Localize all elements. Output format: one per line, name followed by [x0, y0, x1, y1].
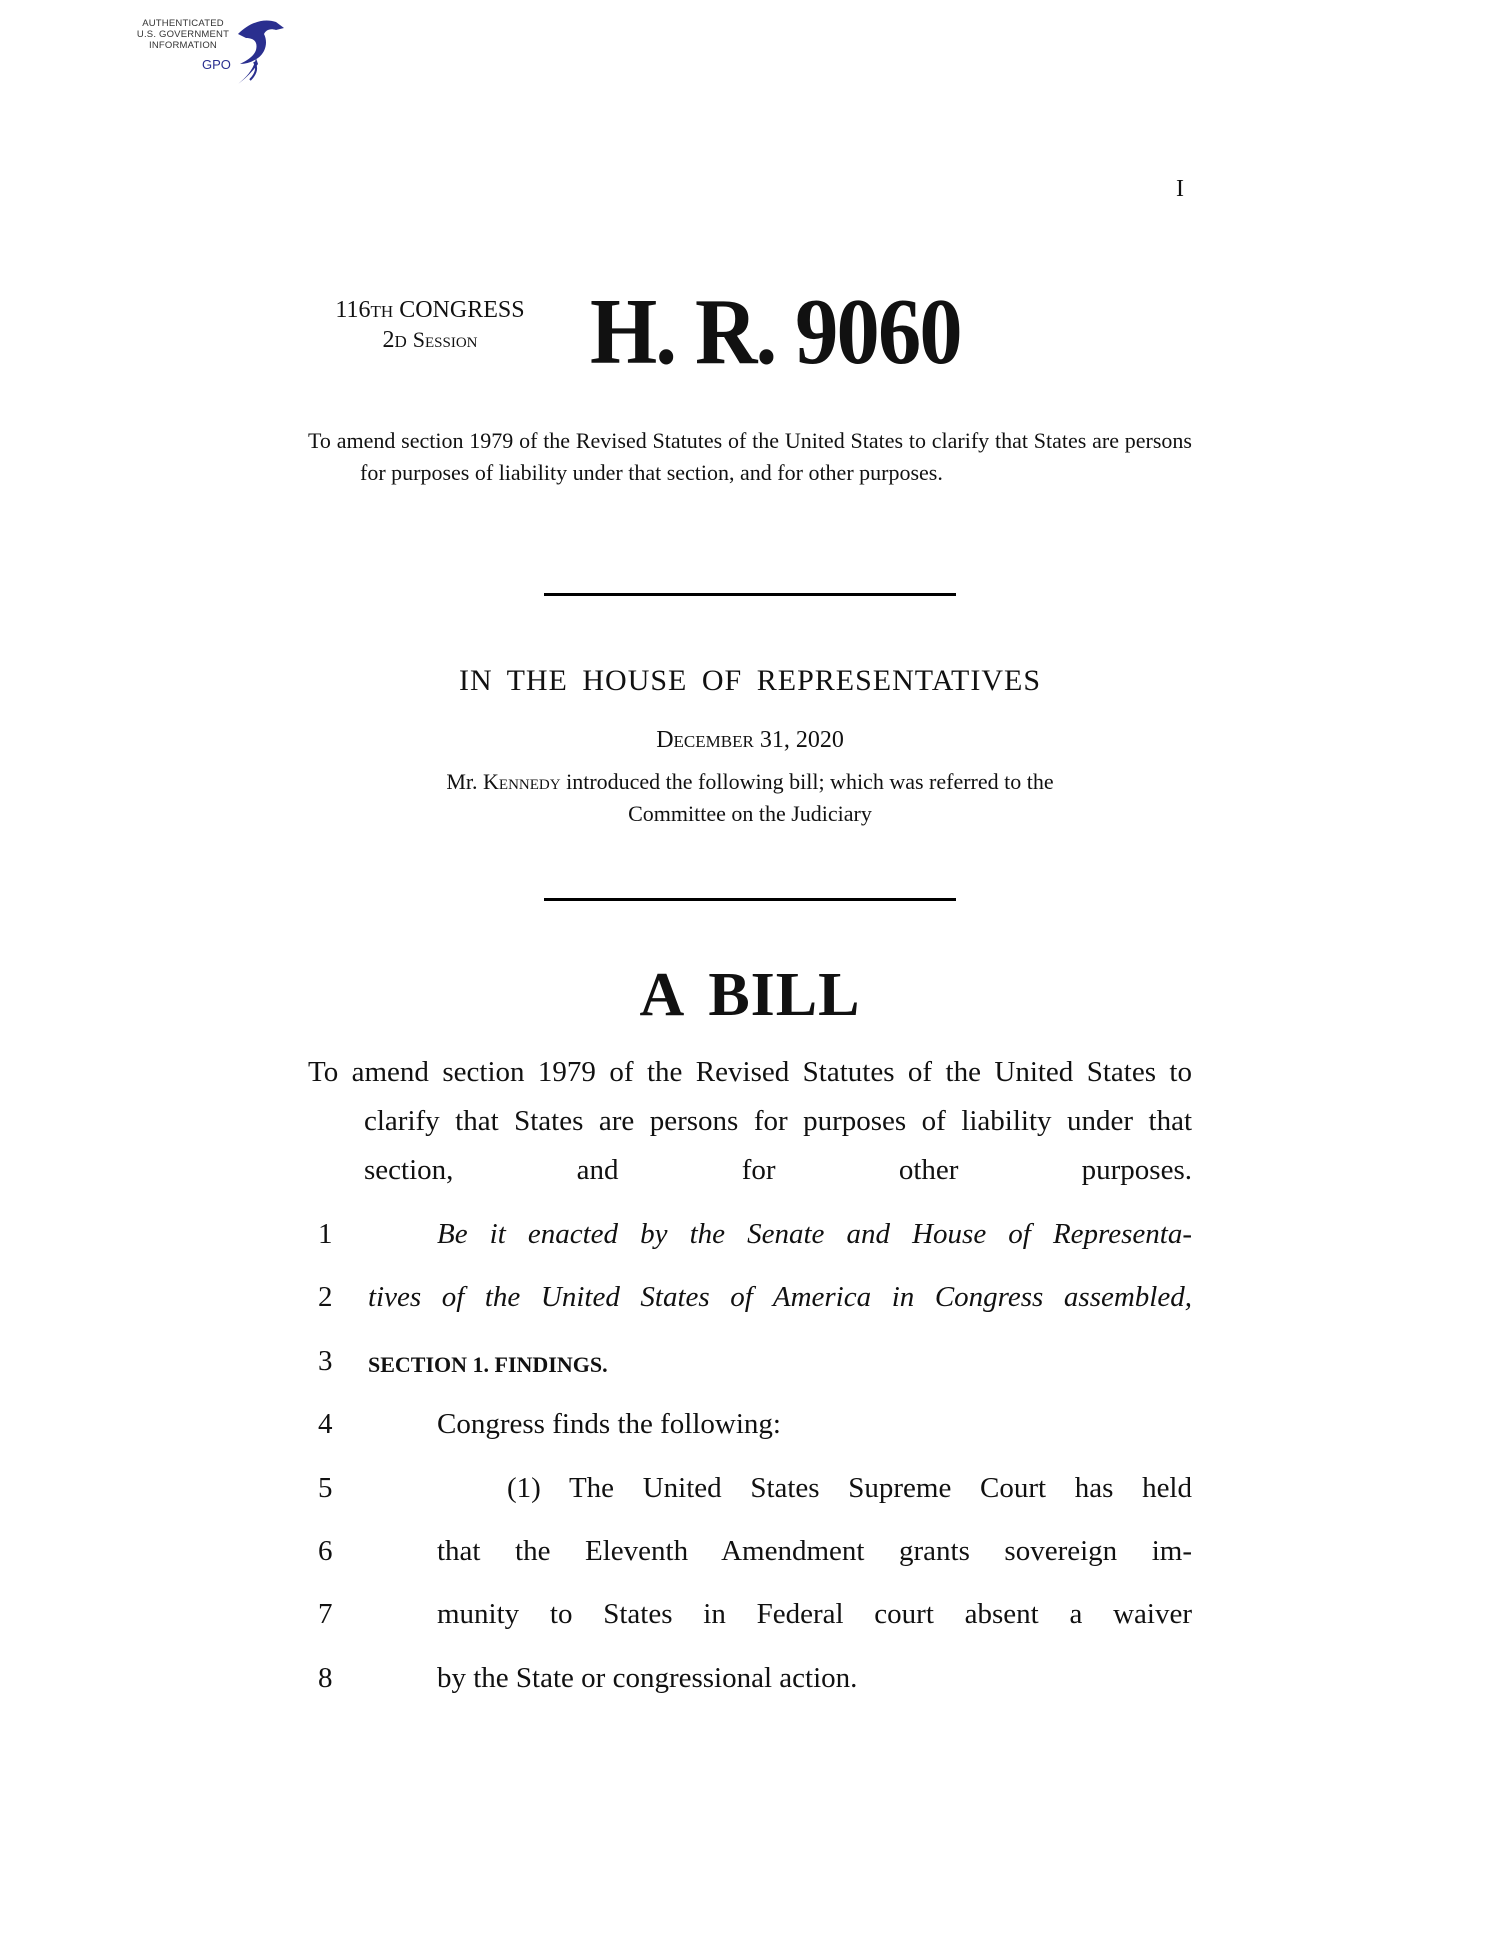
gpo-label: GPO [202, 57, 231, 72]
congress-session-block [300, 296, 560, 356]
gpo-authentication-logo [128, 12, 288, 92]
session-word: Session [412, 327, 478, 352]
date-day-year: 31, 2020 [759, 727, 844, 753]
logo-line-3: INFORMATION [149, 40, 217, 51]
finding-1-line-4: by the State or congressional action. [437, 1662, 858, 1694]
congress-line [300, 296, 560, 326]
session-line [300, 326, 560, 356]
divider-rule-bottom [544, 898, 956, 901]
page-number: I [1176, 176, 1184, 202]
congress-number: 116 [335, 297, 371, 323]
finding-1-line-2: that the Eleventh Amendment grants sovereign im- [437, 1535, 1192, 1567]
line-number: 2 [318, 1281, 333, 1313]
section-heading: SECTION 1. FINDINGS. [368, 1352, 608, 1377]
enacting-clause-line-2: tives of the United States of America in Congress assembled, [368, 1281, 1192, 1313]
congress-word: CONGRESS [399, 297, 525, 323]
long-title: To amend section 1979 of the Revised Statutes of the United States to clarify that States are persons for purposes of liability under that section, and for other purposes. [308, 1056, 1192, 1186]
short-title: To amend section 1979 of the Revised Statutes of the United States to clarify that States are persons for purposes of liability under that section, and for other purposes. [308, 428, 1192, 485]
intro-text-1: introduced the following bill; which was referred to the [566, 769, 1054, 794]
line-number: 1 [318, 1218, 333, 1250]
bill-number: H. R. 9060 [590, 280, 961, 384]
session-suffix: D [394, 332, 407, 351]
chamber-heading: IN THE HOUSE OF REPRESENTATIVES [458, 664, 1042, 697]
session-number: 2 [382, 327, 395, 353]
line-number: 5 [318, 1472, 333, 1504]
sponsor-name: Kennedy [483, 769, 561, 794]
congress-suffix: TH [370, 302, 394, 321]
committee-referral: Committee on the Judiciary [628, 801, 872, 826]
bill-heading: A BILL [639, 961, 861, 1029]
finding-1-line-3: munity to States in Federal court absent a waiver [437, 1598, 1192, 1630]
logo-line-2: U.S. GOVERNMENT [136, 29, 230, 40]
eagle-icon [228, 12, 288, 92]
line-number: 8 [318, 1662, 333, 1694]
logo-line-1: AUTHENTICATED [142, 18, 224, 29]
sponsor-prefix: Mr. [446, 769, 478, 794]
intro-line-1 [300, 766, 1200, 798]
gpo-logo-text [128, 18, 238, 51]
findings-intro: Congress finds the following: [437, 1408, 781, 1440]
line-number: 3 [318, 1345, 333, 1377]
enacting-clause-line-1: Be it enacted by the Senate and House of Representa- [437, 1218, 1192, 1250]
finding-1-line-1: (1) The United States Supreme Court has held [507, 1472, 1192, 1504]
line-number: 6 [318, 1535, 333, 1567]
introduction-date [300, 727, 1200, 754]
line-number: 4 [318, 1408, 333, 1440]
line-number: 7 [318, 1598, 333, 1630]
introduction-statement [300, 766, 1200, 830]
divider-rule-top [544, 593, 956, 596]
date-month: December [656, 727, 754, 753]
